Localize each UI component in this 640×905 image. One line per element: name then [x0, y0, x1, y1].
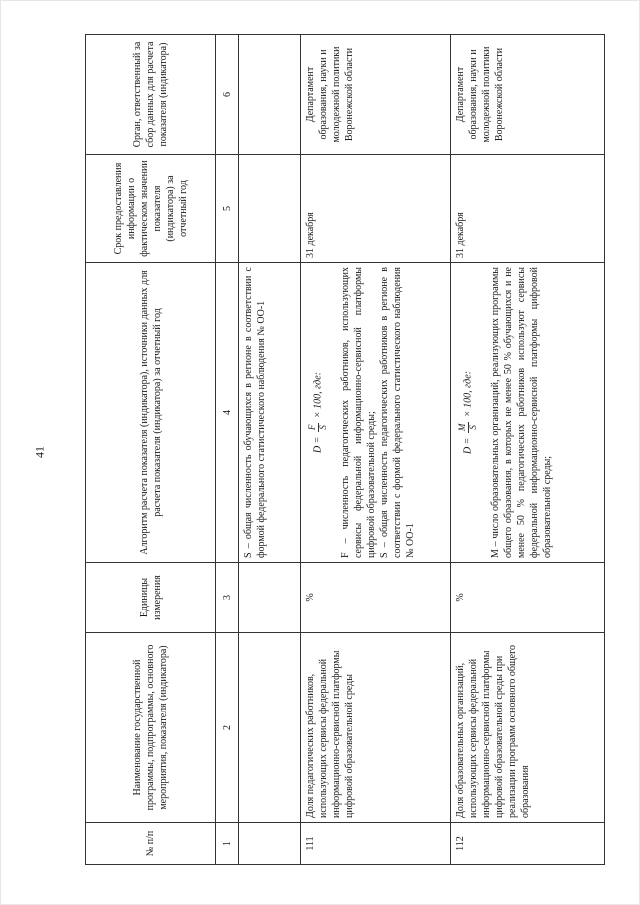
column-number: 5 [216, 155, 239, 263]
table-row [451, 35, 605, 865]
formula: D = F S × 100, где: [307, 371, 328, 454]
explanation-text: S – общая численность педагогических работников в регионе в соответствии с формой федерального статистического наблюдения № ОО-1 [378, 267, 416, 558]
table-header-row [86, 35, 216, 865]
organ-cell: Департамент образования, науки и молодежной политики Воронежской области [301, 35, 451, 155]
indicator-name: Доля педагогических работников, использующих сервисы федеральной информационно-сервисной платформы цифровой образовательной среды [301, 633, 451, 823]
row-number: 111 [301, 823, 451, 865]
header-organ: Орган, ответственный за сбор данных для расчета показателя (индикатора) [86, 35, 216, 155]
header-name: Наименование государственной программы, подпрограммы, основного мероприятия, показателя (индикатора) [86, 633, 216, 823]
header-deadline: Срок предоставления информации о фактическом значении показателя (индикатора) за отчетный год [86, 155, 216, 263]
formula-fraction: M S [457, 423, 478, 432]
organ-cell: Департамент образования, науки и молодежной политики Воронежской области [451, 35, 605, 155]
explanation-text: F – численность педагогических работников, использующих сервисы федеральной информационно-сервисной платформы цифровой образовательной среды; [339, 267, 377, 558]
deadline-cell: 31 декабря [301, 155, 451, 263]
indicator-table [85, 34, 605, 865]
table-row [301, 35, 451, 865]
header-unit: Единицы измерения [86, 563, 216, 633]
page-number: 41 [32, 446, 47, 458]
formula: D = M S × 100, где: [457, 370, 478, 455]
header-algorithm: Алгоритм расчета показателя (индикатора), источники данных для расчета показателя (индикатора) за отчетный год [86, 263, 216, 563]
explanation-text: M – число образовательных организаций, реализующих программы общего образования, в которых не менее 50 % обучающихся и не менее 50 % педагогических работников используют сервисы федеральной информационно-сервисной платформы цифровой образовательной среды; [489, 267, 553, 558]
unit-cell: % [451, 563, 605, 633]
column-number-row [216, 35, 239, 865]
continuation-row [239, 35, 301, 865]
column-number: 4 [216, 263, 239, 563]
column-number: 6 [216, 35, 239, 155]
algorithm-cell [301, 263, 451, 563]
continuation-text: S – общая численность обучающихся в регионе в соответствии с формой федерального статистического наблюдения № ОО-1 [239, 263, 301, 563]
algorithm-cell [451, 263, 605, 563]
column-number: 1 [216, 823, 239, 865]
row-number: 112 [451, 823, 605, 865]
column-number: 3 [216, 563, 239, 633]
formula-fraction: F S [307, 424, 328, 431]
deadline-cell: 31 декабря [451, 155, 605, 263]
unit-cell: % [301, 563, 451, 633]
header-num: № п/п [86, 823, 216, 865]
indicator-name: Доля образовательных организаций, использующих сервисы федеральной информационно-сервисной платформы цифровой образовательной среды при реализации программ основного общего образования [451, 633, 605, 823]
column-number: 2 [216, 633, 239, 823]
rotated-table-container [85, 35, 605, 865]
